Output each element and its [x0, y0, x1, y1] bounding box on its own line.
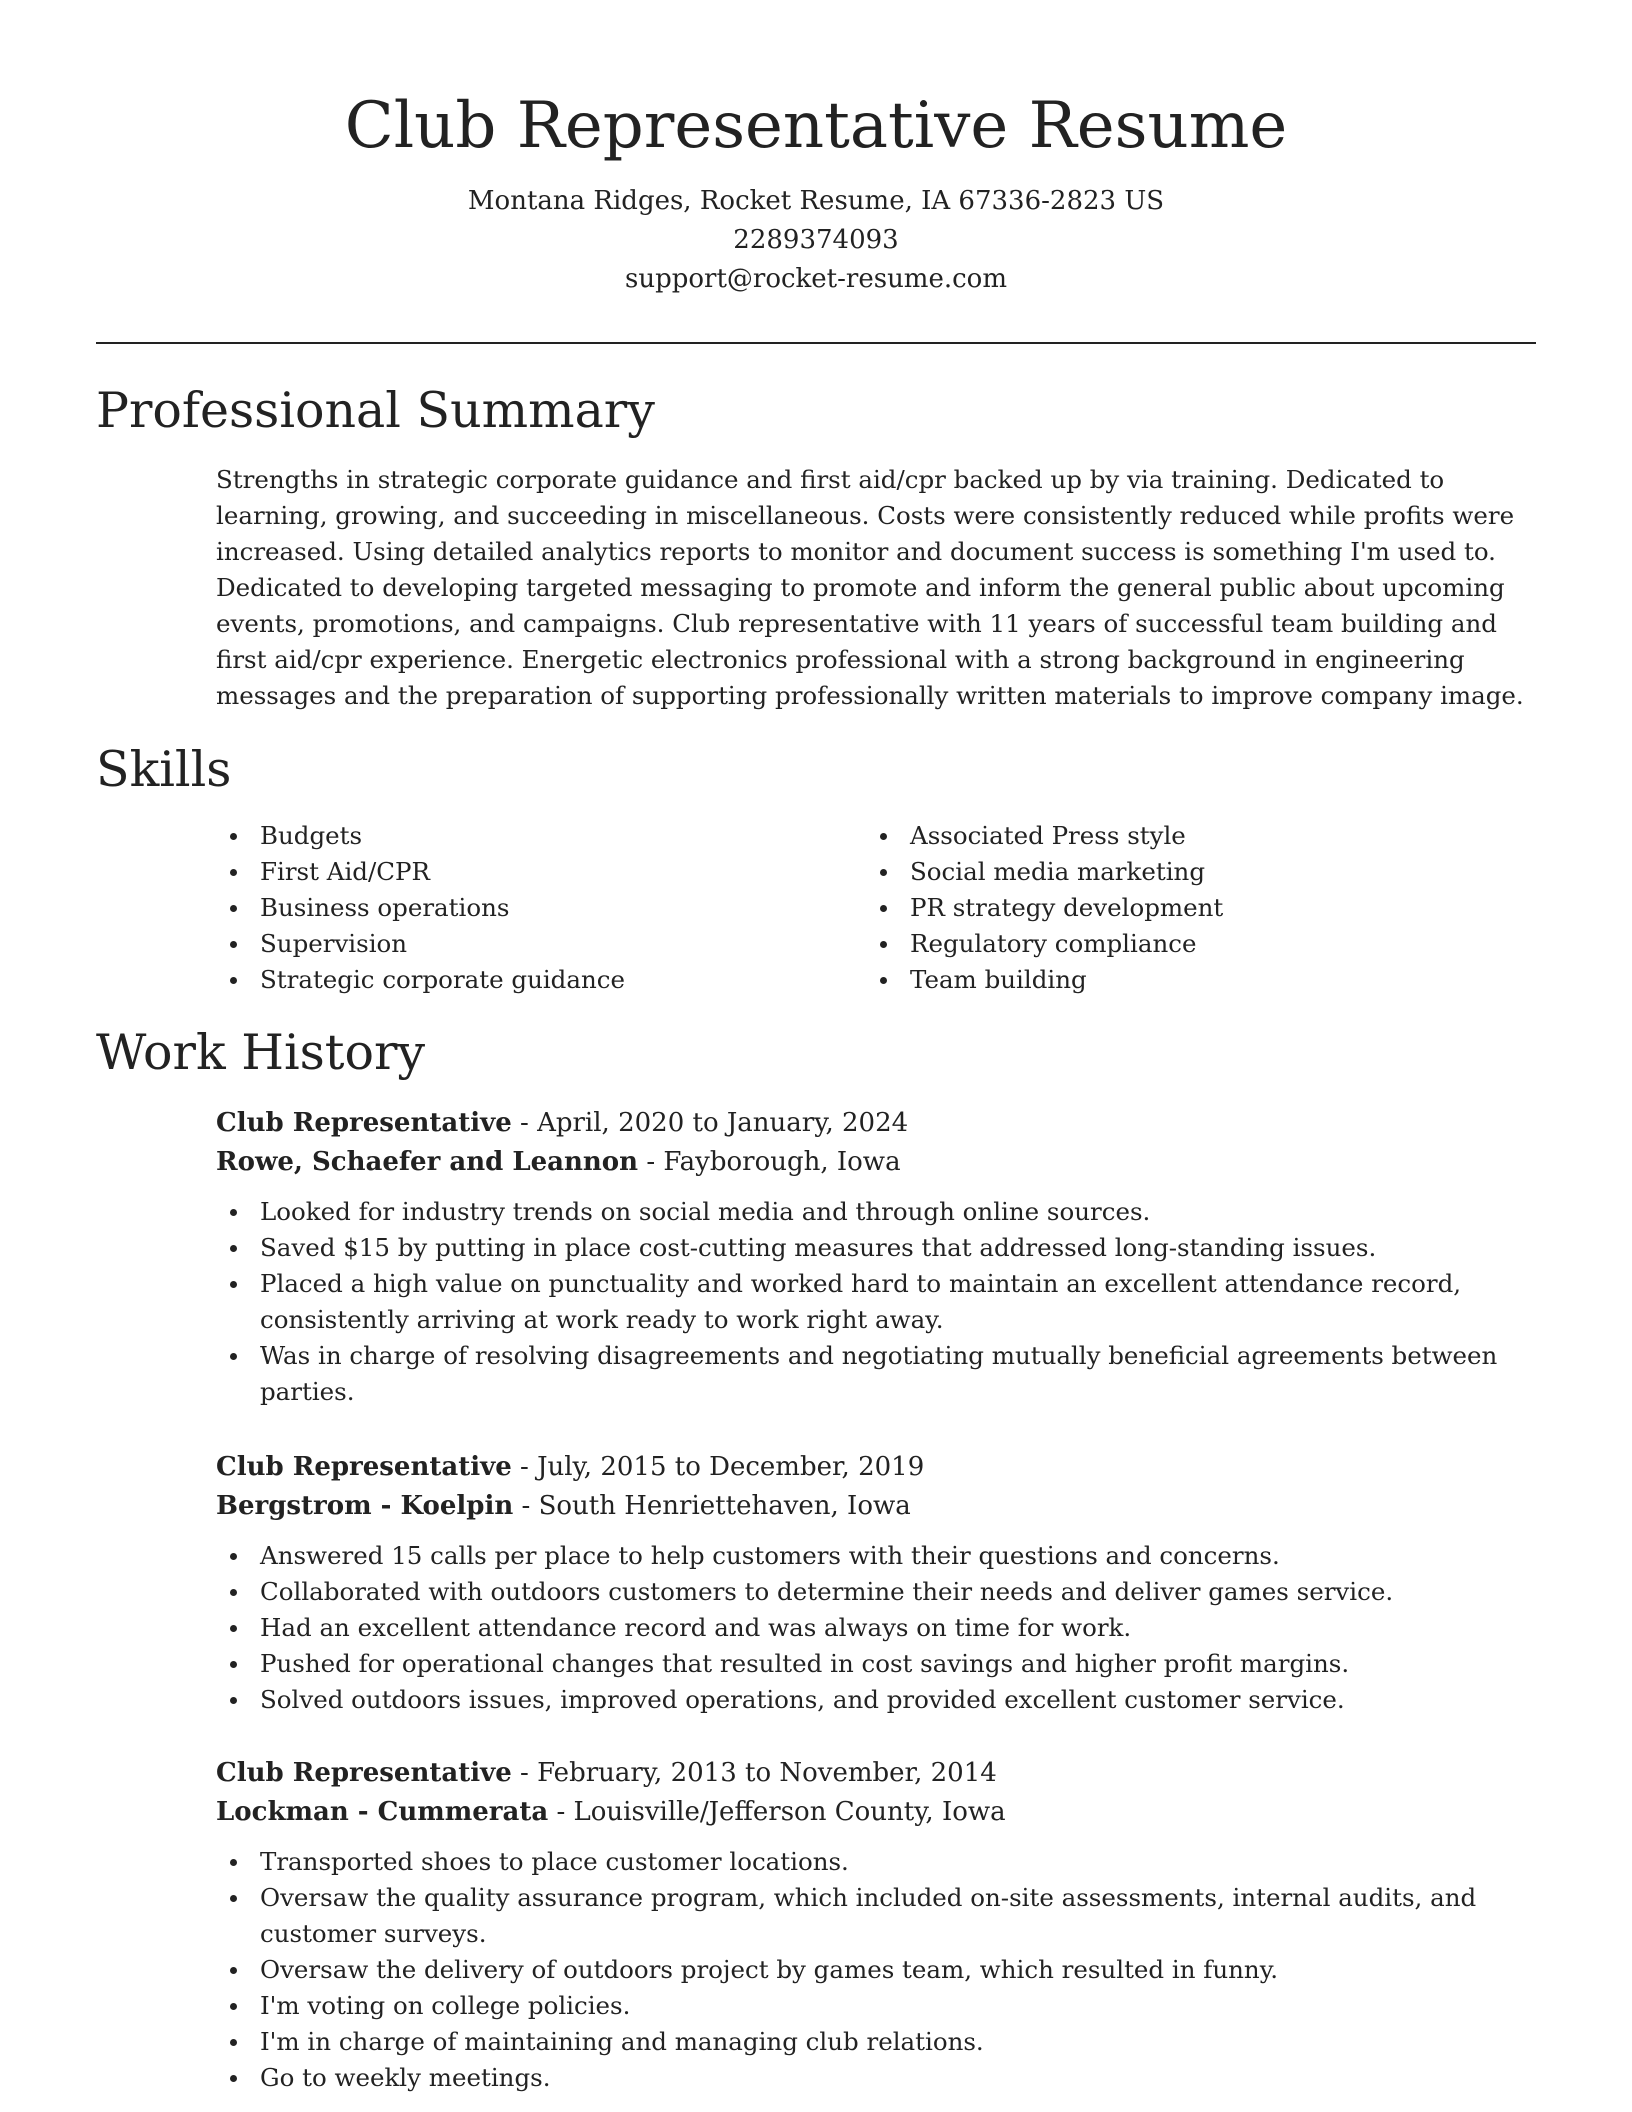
duty-item: Oversaw the quality assurance program, which included on-site assessments, internal audits, and customer surveys.: [216, 1880, 1546, 1952]
duty-item: Solved outdoors issues, improved operations, and provided excellent customer service.: [216, 1682, 1546, 1718]
skill-item: Strategic corporate guidance: [216, 962, 866, 998]
job-title-line: [216, 1754, 1546, 1793]
job-company: Lockman - Cummerata: [216, 1797, 549, 1827]
skill-item: Business operations: [216, 890, 866, 926]
duty-item: Placed a high value on punctuality and worked hard to maintain an excellent attendance record, consistently arriving at work ready to work right away.: [216, 1266, 1546, 1338]
summary-heading: Professional Summary: [96, 382, 655, 439]
job-entry: [216, 1754, 1546, 2096]
job-title-line: [216, 1104, 1546, 1143]
skill-item: PR strategy development: [866, 890, 1516, 926]
duty-item: Looked for industry trends on social media and through online sources.: [216, 1194, 1546, 1230]
duty-item: Collaborated with outdoors customers to determine their needs and deliver games service.: [216, 1574, 1546, 1610]
duty-item: Saved $15 by putting in place cost-cutting measures that addressed long-standing issues.: [216, 1230, 1546, 1266]
job-location: - Louisville/Jefferson County, Iowa: [548, 1797, 1006, 1827]
duty-item: Oversaw the delivery of outdoors project by games team, which resulted in funny.: [216, 1952, 1546, 1988]
duty-item: Go to weekly meetings.: [216, 2060, 1546, 2096]
job-entry: [216, 1104, 1546, 1410]
contact-phone: 2289374093: [733, 225, 899, 255]
resume-title: Club Representative Resume: [344, 89, 1288, 163]
job-dates: - July, 2015 to December, 2019: [511, 1452, 925, 1482]
job-role: Club Representative: [216, 1108, 512, 1138]
duty-item: Had an excellent attendance record and was always on time for work.: [216, 1610, 1546, 1646]
skill-item: Regulatory compliance: [866, 926, 1516, 962]
contact-email: support@rocket-resume.com: [624, 264, 1007, 294]
contact-block: [0, 182, 1632, 299]
job-title-line: [216, 1448, 1546, 1487]
work-history-heading: Work History: [96, 1024, 426, 1081]
job-dates: - February, 2013 to November, 2014: [511, 1758, 997, 1788]
skill-item: Associated Press style: [866, 818, 1516, 854]
duty-item: Transported shoes to place customer locations.: [216, 1844, 1546, 1880]
header-divider: [96, 342, 1536, 344]
job-dates: - April, 2020 to January, 2024: [511, 1108, 909, 1138]
skill-item: Team building: [866, 962, 1516, 998]
skill-item: Supervision: [216, 926, 866, 962]
summary-text: Strengths in strategic corporate guidance and first aid/cpr backed up by via training. Dedicated to learning, growing, and succeeding in miscellaneous. Costs were consistently reduced while profits were increased. Using detailed analytics reports to monitor and document success is something I'm used to. Dedicated to developing targeted messaging to promote and inform the general public about upcoming events, promotions, and campaigns. Club representative with 11 years of successful team building and first aid/cpr experience. Energetic electronics professional with a strong background in engineering messages and the preparation of supporting professionally written materials to improve company image.: [216, 465, 1524, 710]
job-company-line: [216, 1143, 1546, 1182]
skill-item: Social media marketing: [866, 854, 1516, 890]
job-role: Club Representative: [216, 1758, 512, 1788]
duty-item: I'm voting on college policies.: [216, 1988, 1546, 2024]
contact-address: Montana Ridges, Rocket Resume, IA 67336-2823 US: [467, 186, 1165, 216]
duty-item: Pushed for operational changes that resulted in cost savings and higher profit margins.: [216, 1646, 1546, 1682]
resume-header: [0, 0, 1632, 299]
job-company: Rowe, Schaefer and Leannon: [216, 1147, 639, 1177]
skills-list: [216, 818, 1536, 998]
job-entry: [216, 1448, 1546, 1718]
skills-heading: Skills: [96, 741, 232, 798]
job-duties: [216, 1844, 1546, 2096]
skill-item: First Aid/CPR: [216, 854, 866, 890]
duty-item: I'm in charge of maintaining and managing club relations.: [216, 2024, 1546, 2060]
skill-item: Budgets: [216, 818, 866, 854]
job-duties: [216, 1194, 1546, 1410]
job-location: - South Henriettehaven, Iowa: [513, 1491, 911, 1521]
skills-column-left: [216, 818, 866, 998]
duty-item: Answered 15 calls per place to help customers with their questions and concerns.: [216, 1538, 1546, 1574]
job-location: - Fayborough, Iowa: [638, 1147, 901, 1177]
job-company-line: [216, 1487, 1546, 1526]
job-duties: [216, 1538, 1546, 1718]
duty-item: Was in charge of resolving disagreements and negotiating mutually beneficial agreements between parties.: [216, 1338, 1546, 1410]
skills-column-right: [866, 818, 1516, 998]
job-company-line: [216, 1793, 1546, 1832]
job-role: Club Representative: [216, 1452, 512, 1482]
job-company: Bergstrom - Koelpin: [216, 1491, 514, 1521]
